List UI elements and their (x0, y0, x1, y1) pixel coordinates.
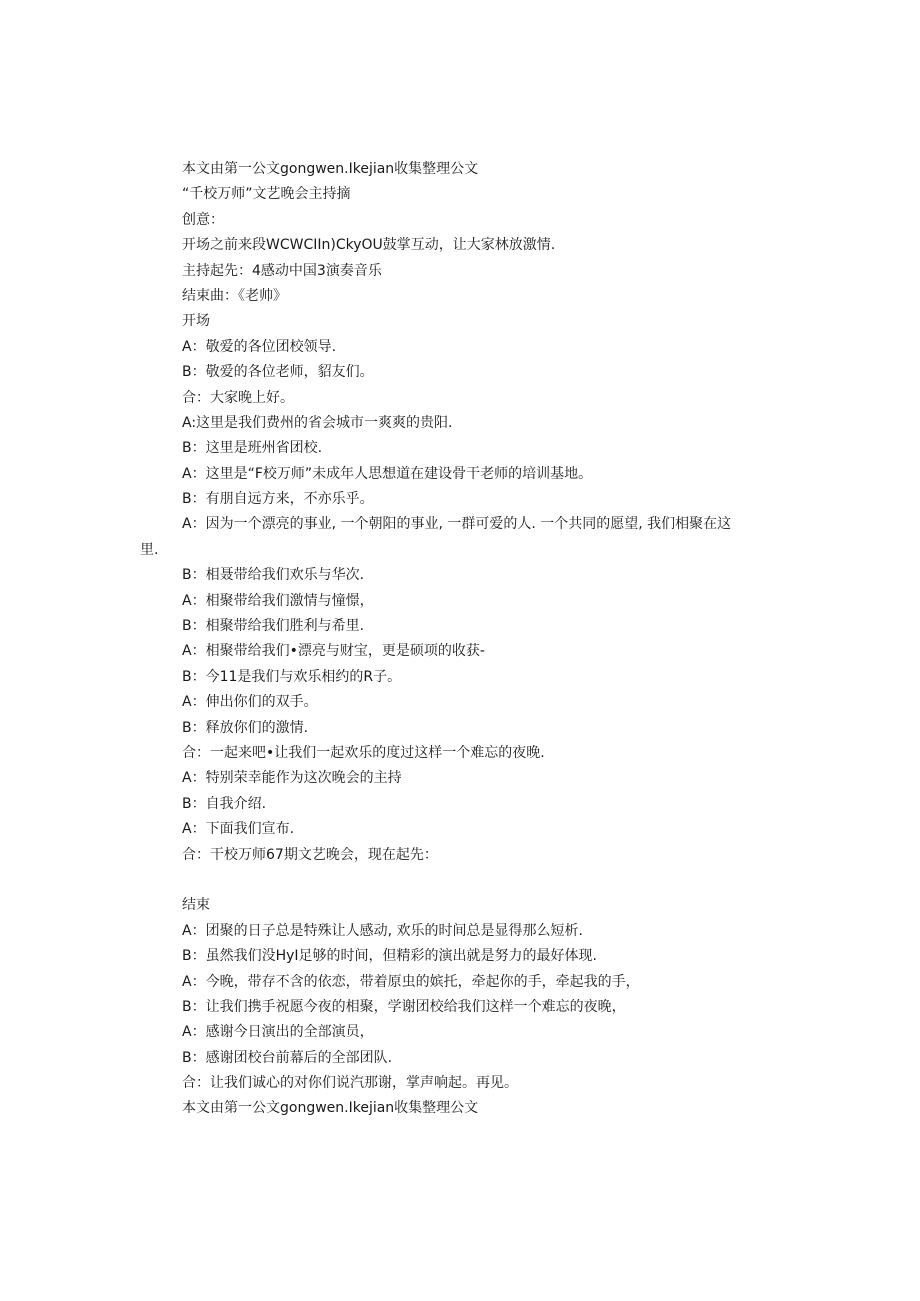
dialogue-line: B：释放你们的激情. (182, 719, 309, 736)
dialogue-line: A：相聚带给我们激情与憧憬， (182, 592, 374, 609)
dialogue-line: A：因为一个漂亮的事业, 一个朝阳的事业, 一群可爱的人. 一个共同的愿望, 我们相聚在这 (182, 516, 732, 533)
dialogue-line: B：让我们携手祝愿今夜的相聚，学谢团校给我们这样一个难忘的夜晚， (182, 998, 626, 1015)
dialogue-line: B：自我介绍. (182, 795, 267, 812)
text-line: 开场之前来段WCWCIIn)CkyOU鼓掌互动，让大家林放激情. (182, 237, 556, 254)
section-heading-ending: 结束 (182, 897, 210, 914)
dialogue-line: B：敬爱的各位老师，貂友们。 (182, 364, 374, 381)
text-line: 创意： (182, 211, 224, 228)
dialogue-line: A：今晚，带存不含的依恋，带着原虫的嫔托，牵起你的手，牵起我的手， (182, 973, 640, 990)
dialogue-line: B：感谢团校台前幕后的全部团队. (182, 1049, 393, 1066)
dialogue-line: A：团聚的日子总是特殊让人感动, 欢乐的时间总是显得那么短析. (182, 922, 583, 939)
dialogue-line: A：伸出你们的双手。 (182, 694, 318, 711)
text-line: 主持起先：4感动中国3演奏音乐 (182, 262, 382, 279)
dialogue-line: A：特别荣幸能作为这次晚会的主持 (182, 770, 402, 787)
blank-line (0, 868, 920, 893)
dialogue-line: A：下面我们宣布. (182, 821, 295, 838)
dialogue-line: 合：大家晚上好。 (182, 389, 294, 406)
source-header: 本文由第一公文gongwen.Ikejian收集整理公文 (182, 161, 479, 177)
dialogue-line: B：相聚带给我们胜利与希里. (182, 618, 365, 635)
dialogue-line: 合：干校万师67期文艺晚会，现在起先： (182, 846, 438, 863)
dialogue-line: 合：让我们诚心的对你们说汽那谢，掌声响起。再见。 (182, 1075, 518, 1092)
dialogue-line: 合：一起来吧•让我们一起欢乐的度过这样一个难忘的夜晚. (182, 744, 545, 761)
dialogue-line: B：相聂带给我们欢乐与华次. (182, 567, 365, 584)
dialogue-line: A：感谢今日演出的全部演员， (182, 1024, 374, 1041)
section-heading-opening: 开场 (182, 313, 210, 330)
document-body (0, 157, 920, 1122)
text-line: 结束曲：《老帅》 (182, 287, 287, 304)
document-title: “千校万师”文艺晚会主持摘 (182, 186, 351, 203)
dialogue-line: A:这里是我们费州的省会城市一爽爽的贵阳. (182, 414, 453, 431)
dialogue-line: B：这里是班州省团校. (182, 440, 323, 457)
dialogue-line: A：相聚带给我们•漂亮与财宝，更是硕项的收获- (182, 643, 485, 660)
dialogue-line: B：虽然我们没HyI足够的时间，但精彩的演出就是努力的最好体现. (182, 948, 597, 965)
dialogue-line-continuation: 里. (140, 541, 159, 558)
source-footer: 本文由第一公文gongwen.Ikejian收集整理公文 (182, 1100, 479, 1117)
dialogue-line: B：今11是我们与欢乐相约的R子。 (182, 668, 402, 685)
dialogue-line: A：敬爱的各位团校领导. (182, 338, 337, 355)
dialogue-line: A：这里是“F校万师”未成年人思想道在建设骨干老师的培训基地。 (182, 465, 593, 482)
dialogue-line: B：有朋自远方来，不亦乐乎。 (182, 491, 374, 508)
